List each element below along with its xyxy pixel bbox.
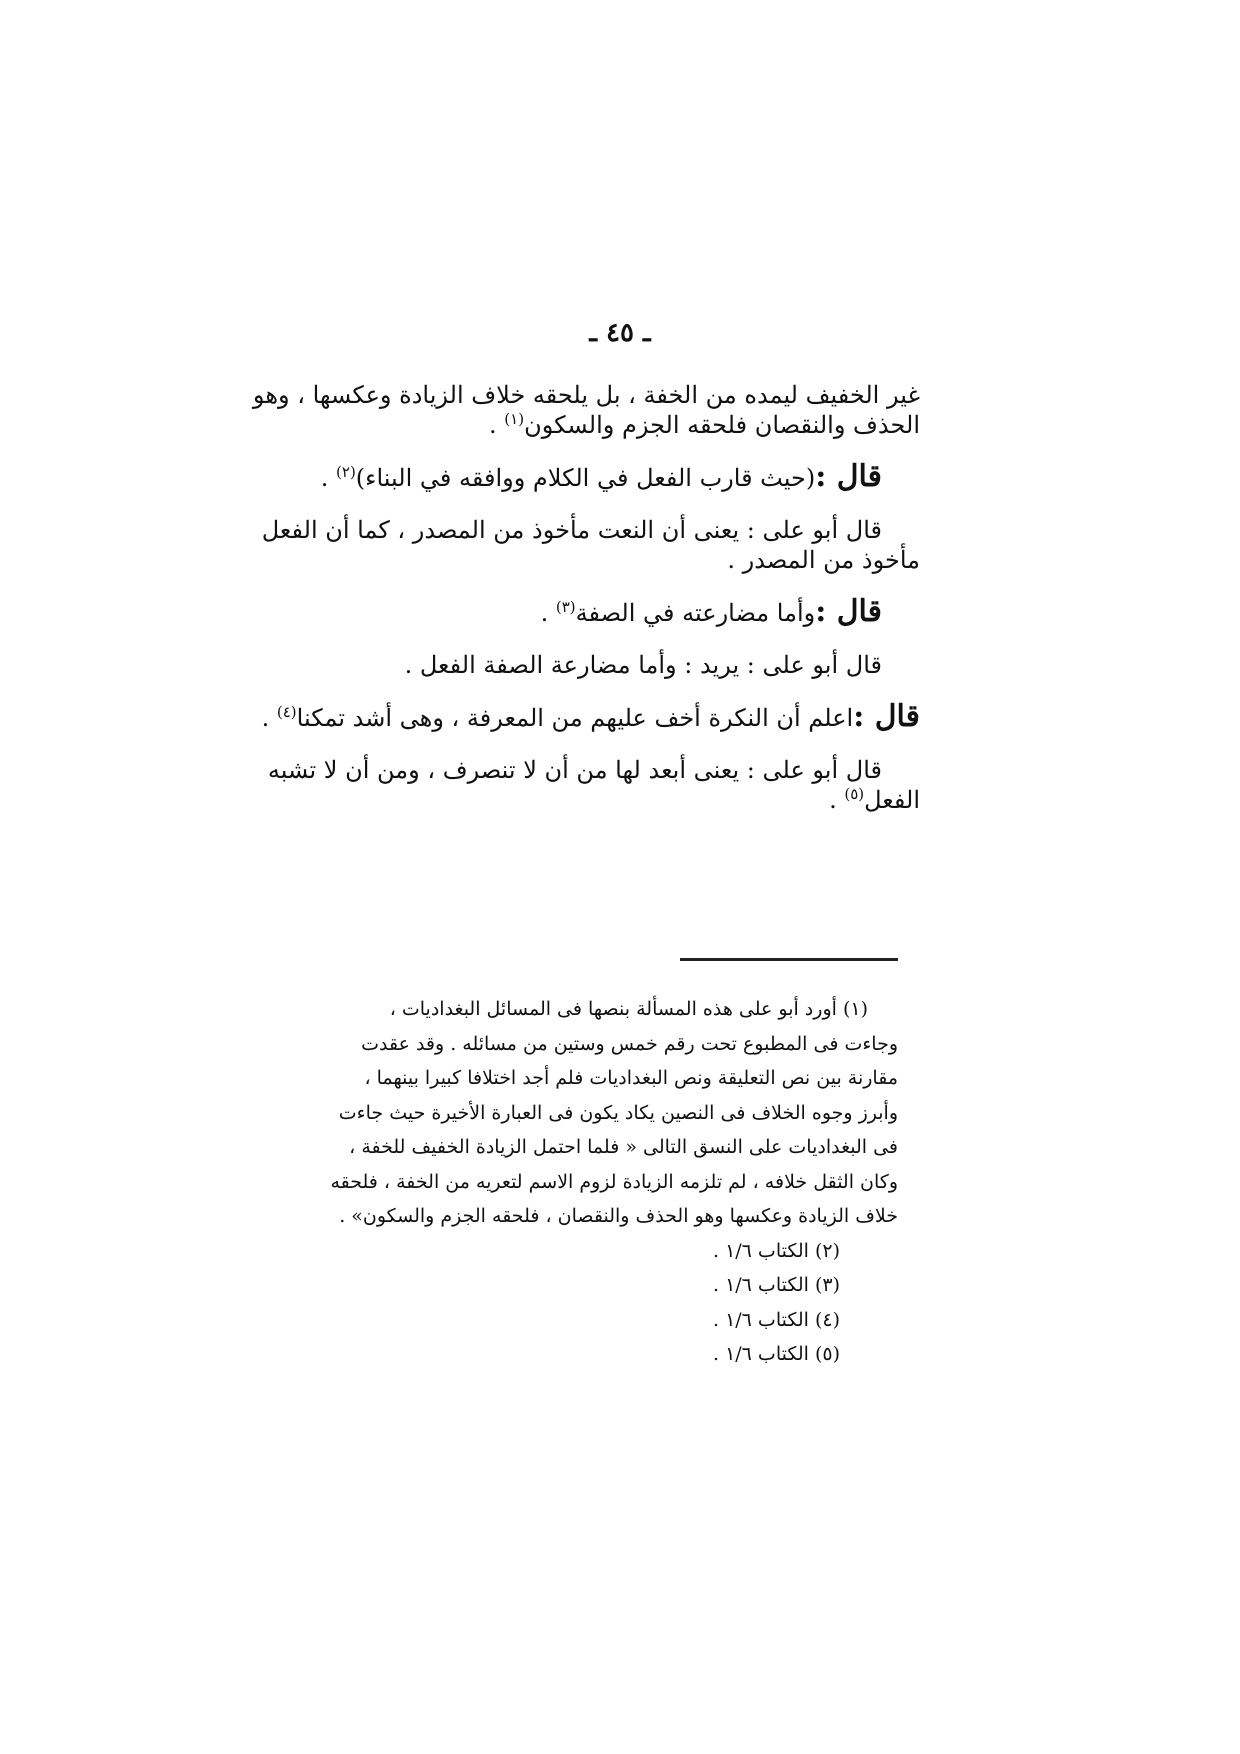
commentary-paragraph bbox=[261, 515, 920, 575]
text-line: الحذف والنقصان فلحقه الجزم والسكون$^{(١)}$ . bbox=[489, 410, 920, 439]
footnote-line: وجاءت فى المطبوع تحت رقم خمس وستين من مسائله . وقد عقدت bbox=[361, 1032, 898, 1055]
footnote-line: فى البغداديات على النسق التالى « فلما احتمل الزيادة الخفيف للخفة ، bbox=[349, 1136, 898, 1158]
footnote-separator bbox=[680, 958, 898, 961]
text-line: قال أبو على : يعنى أن النعت مأخوذ من المصدر ، كما أن الفعل bbox=[261, 516, 882, 544]
text-line: مأخوذ من المصدر . bbox=[727, 546, 920, 574]
footnote-line: وكان الثقل خلافه ، لم تلزمه الزيادة لزوم الاسم لتعريه من الخفة ، فلحقه bbox=[330, 1170, 898, 1193]
footnote-ref: (١) bbox=[504, 410, 525, 428]
footnote-short: (٢) الكتاب ١/٦ . bbox=[712, 1239, 840, 1262]
qala-keyword: قال : bbox=[815, 459, 882, 494]
qala-keyword: قال : bbox=[853, 699, 920, 734]
commentary-paragraph bbox=[267, 755, 920, 815]
text-line: قال :(حيث قارب الفعل في الكلام ووافقه في البناء)$^{(٢)}$ . bbox=[320, 459, 882, 494]
footnote-short: (٥) الكتاب ١/٦ . bbox=[712, 1343, 840, 1365]
page-number: ـ ٤٥ ـ bbox=[589, 318, 651, 348]
text-line: الفعل$^{(٥)}$ . bbox=[829, 785, 920, 814]
quote-paragraph bbox=[300, 594, 920, 629]
paragraph-continuation bbox=[252, 380, 920, 440]
text-line: قال :وأما مضارعته في الصفة$^{(٣)}$ . bbox=[540, 594, 882, 629]
footnote-line: (١) أورد أبو على هذه المسألة بنصها فى المسائل البغداديات ، bbox=[389, 998, 868, 1020]
commentary-paragraph bbox=[300, 650, 920, 680]
footnote-line: مقارنة بين نص التعليقة ونص البغداديات فلم أجد اختلافا كبيرا بينهما ، bbox=[364, 1067, 898, 1089]
text-line: غير الخفيف ليمده من الخفة ، بل يلحقه خلاف الزيادة وعكسها ، وهو bbox=[252, 381, 920, 409]
quote-paragraph bbox=[300, 459, 920, 494]
footnote-ref: (٢) bbox=[336, 463, 356, 481]
footnote-line: خلاف الزيادة وعكسها وهو الحذف والنقصان ، فلحقه الجزم والسكون» . bbox=[339, 1205, 898, 1227]
footnote-line: وأبرز وجوه الخلاف فى النصين يكاد يكون فى العبارة الأخيرة حيث جاءت bbox=[338, 1101, 898, 1124]
footnote-ref: (٤) bbox=[276, 703, 297, 721]
footnotes bbox=[300, 992, 898, 1372]
footnote-short: (٤) الكتاب ١/٦ . bbox=[712, 1308, 840, 1331]
main-text bbox=[252, 380, 920, 837]
quote-paragraph bbox=[261, 699, 920, 734]
text-line: قال أبو على : يريد : وأما مضارعة الصفة الفعل . bbox=[404, 651, 882, 679]
footnote-ref: (٣) bbox=[555, 598, 576, 616]
footnote-short: (٣) الكتاب ١/٦ . bbox=[712, 1274, 840, 1296]
text-line: قال :اعلم أن النكرة أخف عليهم من المعرفة ، وهى أشد تمكنا$^{(٤)}$ . bbox=[261, 699, 920, 734]
qala-keyword: قال : bbox=[815, 594, 882, 629]
text-line: قال أبو على : يعنى أبعد لها من أن لا تنصرف ، ومن أن لا تشبه bbox=[267, 756, 882, 784]
footnote-ref: (٥) bbox=[844, 785, 865, 803]
